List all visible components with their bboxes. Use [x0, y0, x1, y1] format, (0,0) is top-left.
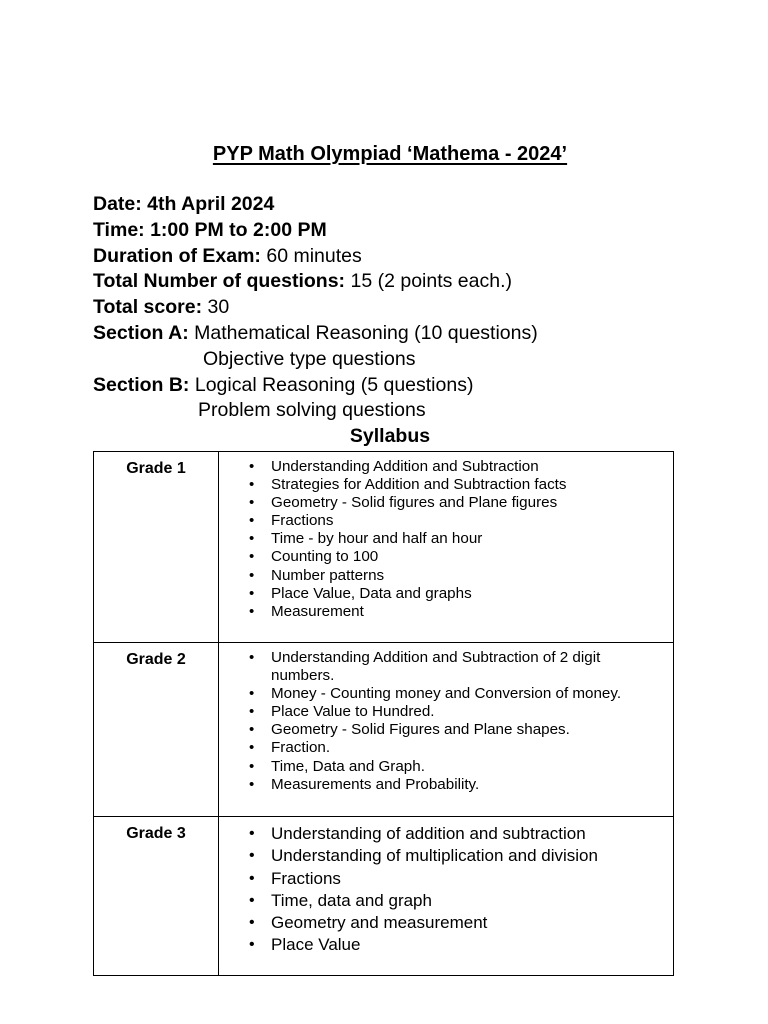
topics-cell	[219, 452, 674, 643]
section-a	[93, 321, 538, 347]
exam-duration	[93, 244, 538, 270]
list-item: • Understanding Addition and Subtraction	[271, 458, 665, 476]
exam-time	[93, 218, 538, 244]
list-item: • Geometry - Solid Figures and Plane shapes.	[271, 721, 665, 739]
list-item: • Place Value, Data and graphs	[271, 585, 665, 603]
list-item: • Fractions	[271, 868, 665, 890]
list-item: • Understanding of addition and subtraction	[271, 823, 665, 845]
table-row	[94, 452, 674, 643]
duration-label: Duration of Exam:	[93, 244, 261, 267]
exam-time-text: Time: 1:00 PM to 2:00 PM	[93, 218, 327, 241]
total-questions	[93, 269, 538, 295]
total-score	[93, 295, 538, 321]
grade-cell: Grade 3	[94, 817, 219, 976]
syllabus-heading: Syllabus	[349, 425, 431, 447]
list-item: • Time, data and graph	[271, 890, 665, 912]
topic-list	[219, 458, 665, 621]
grade-cell: Grade 1	[94, 452, 219, 643]
score-value: 30	[202, 296, 230, 319]
list-item: • Counting to 100	[271, 548, 665, 566]
list-item: • Money - Counting money and Conversion of money.	[271, 685, 665, 703]
list-item: • Understanding Addition and Subtraction of 2 digit numbers.	[271, 649, 665, 685]
list-item: • Strategies for Addition and Subtraction facts	[271, 476, 665, 494]
table-row	[94, 643, 674, 817]
list-item: • Place Value	[271, 934, 665, 956]
syllabus-table	[93, 451, 674, 976]
list-item: • Time, Data and Graph.	[271, 758, 665, 776]
section-b	[93, 373, 538, 399]
list-item: • Geometry and measurement	[271, 912, 665, 934]
section-b-type: Problem solving questions	[198, 399, 426, 422]
topics-cell	[219, 817, 674, 976]
questions-value: 15 (2 points each.)	[345, 270, 512, 293]
score-label: Total score:	[93, 296, 203, 319]
section-a-value: Mathematical Reasoning (10 questions)	[188, 321, 538, 344]
exam-date-text: Date: 4th April 2024	[93, 193, 275, 215]
section-a-label: Section A:	[93, 321, 189, 344]
list-item: • Place Value to Hundred.	[271, 703, 665, 721]
list-item: • Geometry - Solid figures and Plane figures	[271, 494, 665, 512]
section-a-type: Objective type questions	[203, 347, 416, 370]
exam-date	[93, 192, 538, 218]
page-title: PYP Math Olympiad ‘Mathema - 2024’	[212, 143, 568, 165]
list-item: • Number patterns	[271, 567, 665, 585]
topics-cell	[219, 643, 674, 817]
duration-value: 60 minutes	[260, 244, 362, 267]
topic-list	[219, 823, 665, 957]
section-b-value: Logical Reasoning (5 questions)	[189, 373, 474, 396]
topic-list	[219, 649, 665, 794]
table-row	[94, 817, 674, 976]
list-item: • Understanding of multiplication and division	[271, 845, 665, 867]
list-item: • Fractions	[271, 512, 665, 530]
section-b-label: Section B:	[93, 373, 190, 396]
grade-cell: Grade 2	[94, 643, 219, 817]
exam-info	[93, 192, 538, 424]
questions-label: Total Number of questions:	[93, 270, 346, 293]
list-item: • Fraction.	[271, 739, 665, 757]
list-item: • Measurements and Probability.	[271, 776, 665, 794]
list-item: • Measurement	[271, 603, 665, 621]
list-item: • Time - by hour and half an hour	[271, 530, 665, 548]
